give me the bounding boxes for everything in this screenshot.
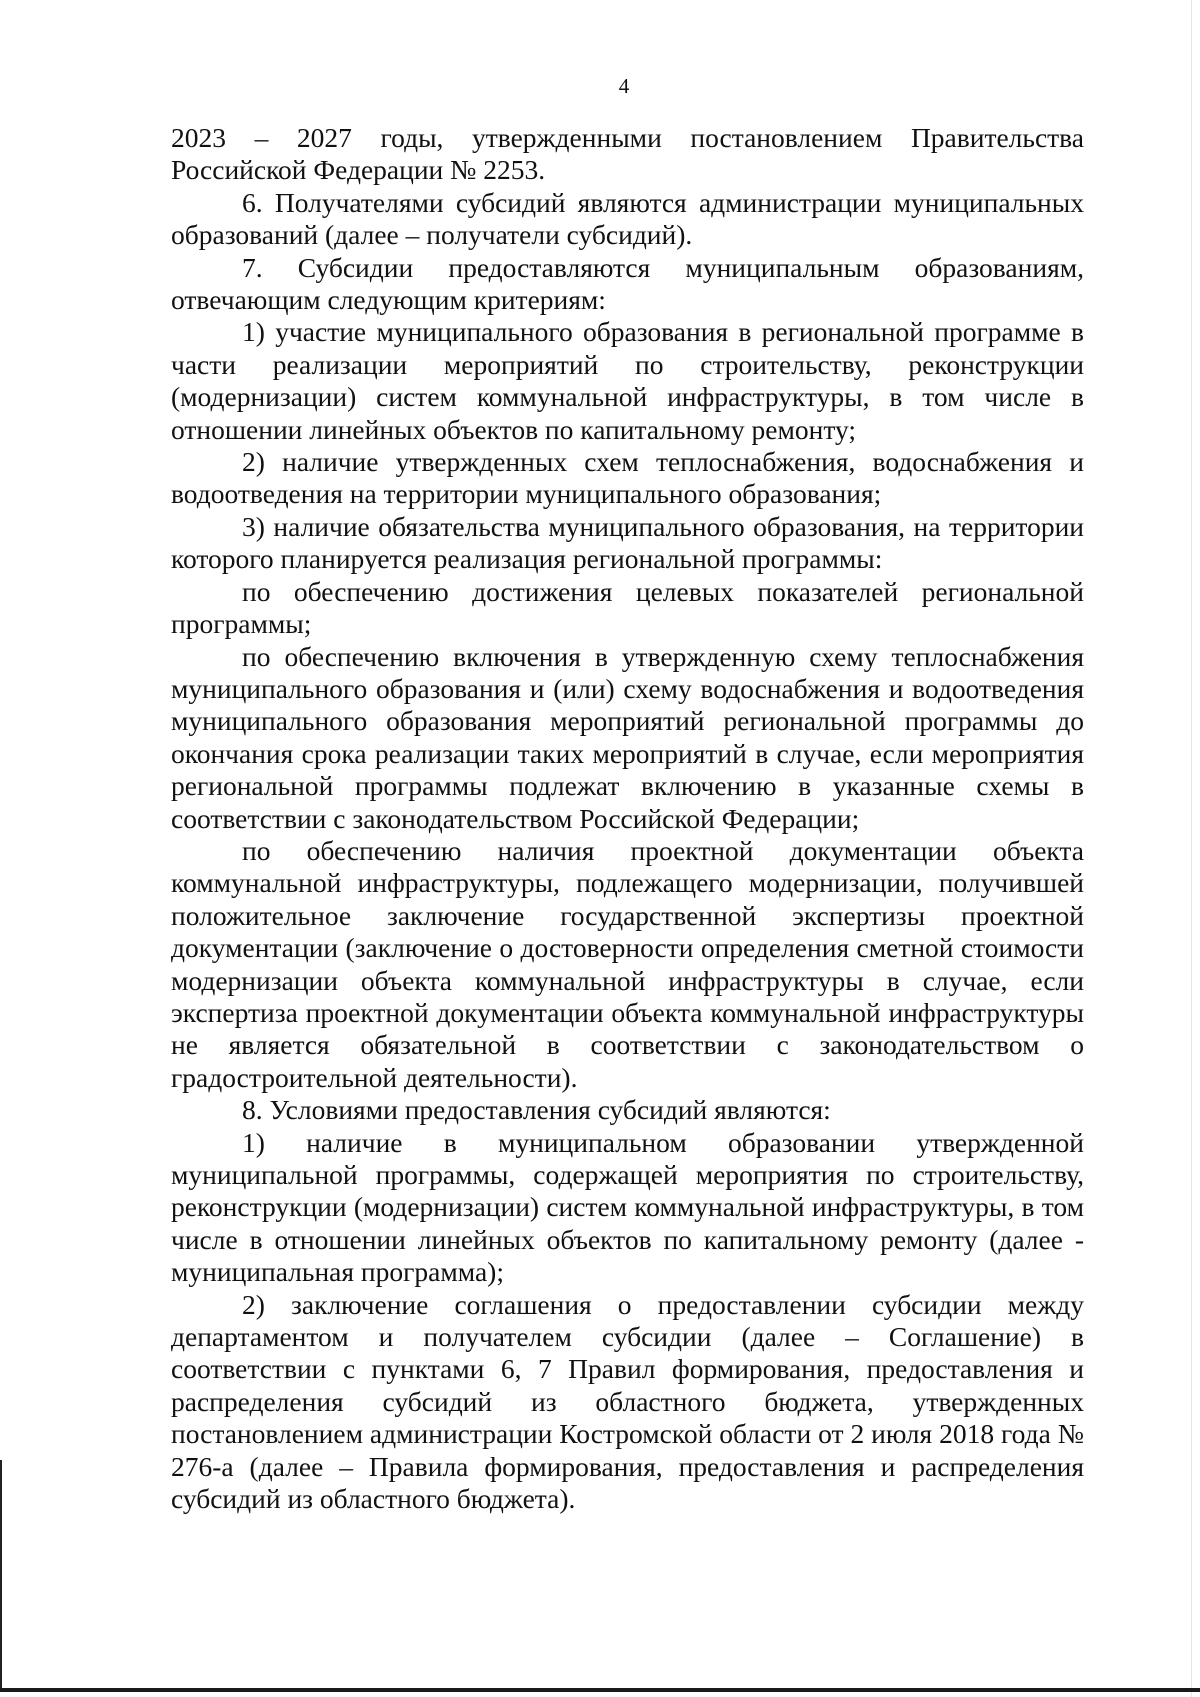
document-body <box>171 122 1084 1515</box>
criterion-1-participation: 1) участие муниципального образования в региональной программе в части реализации мероприятий по строительству, реконструкции (модернизации) систем коммунальной инфраструктуры, в том числе в отношении линейных объектов по капитальному ремонту; <box>171 316 1084 445</box>
paragraph-program-period: 2023 – 2027 годы, утвержденными постановлением Правительства Российской Федерации № 2253. <box>171 122 1084 186</box>
paragraph-8-conditions: 8. Условиями предоставления субсидий являются: <box>242 1094 831 1126</box>
condition-2-agreement: 2) заключение соглашения о предоставлении субсидии между департаментом и получателем субсидии (далее – Соглашение) в соответствии с пунктами 6, 7 Правил формирования, предоставления и распределения субсидий из областного бюджета, утвержденных постановлением администрации Костромской области от 2 июля 2018 года № 276-а (далее – Правила формирования, предоставления и распределения субсидий из областного бюджета). <box>171 1288 1084 1515</box>
scan-bottom-border <box>0 1688 1200 1692</box>
scan-left-border <box>0 1460 2 1690</box>
scan-edge-mark <box>1191 0 1192 1697</box>
paragraph-6-recipients: 6. Получателями субсидий являются администрации муниципальных образований (далее – получатели субсидий). <box>171 186 1084 251</box>
criterion-2-schemes: 2) наличие утвержденных схем теплоснабжения, водоснабжения и водоотведения на территории муниципального образования; <box>171 446 1084 510</box>
obligation-project-documentation: по обеспечению наличия проектной документации объекта коммунальной инфраструктуры, подлежащего модернизации, получившей положительное заключение государственной экспертизы проектной документации (заключение о достоверности определения сметной стоимости модернизации объекта коммунальной инфраструктуры в случае, если экспертиза проектной документации объекта коммунальной инфраструктуры не является обязательной в соответствии с законодательством о градостроительной деятельности). <box>171 834 1084 1093</box>
obligation-scheme-inclusion: по обеспечению включения в утвержденную схему теплоснабжения муниципального образования и (или) схему водоснабжения и водоотведения муниципального образования мероприятий региональной программы до окончания срока реализации таких мероприятий в случае, если мероприятия региональной программы подлежат включению в указанные схемы в соответствии с законодательством Российской Федерации; <box>171 640 1084 834</box>
paragraph-7-criteria: 7. Субсидии предоставляются муниципальным образованиям, отвечающим следующим критериям: <box>171 251 1084 316</box>
obligation-targets: по обеспечению достижения целевых показателей региональной программы; <box>171 575 1084 640</box>
condition-1-municipal-program: 1) наличие в муниципальном образовании утвержденной муниципальной программы, содержащей мероприятия по строительству, реконструкции (модернизации) систем коммунальной инфраструктуры, в том числе в отношении линейных объектов по капитальному ремонту (далее - муниципальная программа); <box>171 1126 1084 1288</box>
page-number: 4 <box>618 74 630 98</box>
criterion-3-obligation: 3) наличие обязательства муниципального образования, на территории которого планируется реализация региональной программы: <box>171 510 1084 575</box>
